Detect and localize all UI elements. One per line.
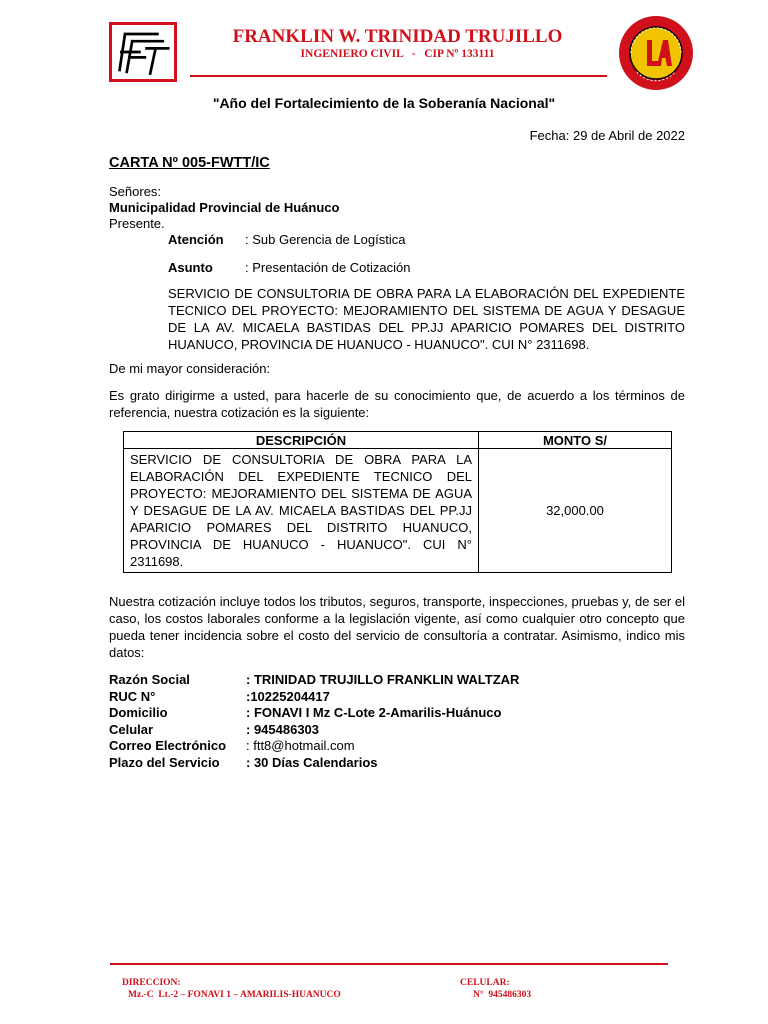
includes-paragraph: Nuestra cotización incluye todos los tributos, seguros, transporte, inspecciones, pruebas y, de ser el caso, los costos laborales conforme a la legislación vigente, así como cualquier otro concepto que pueda tener incidencia sobre el costo del servicio de consultoría a contratar. Asimismo, indico mis datos:: [109, 594, 685, 660]
footer-address-label: DIRECCION:: [122, 978, 181, 988]
intro-paragraph: Es grato dirigirme a usted, para hacerle de su conocimiento que, de acuerdo a los términos de referencia, nuestra cotización es la siguiente:: [109, 388, 685, 420]
header-divider: [190, 75, 607, 77]
letter-number: CARTA Nº 005-FWTT/IC: [109, 155, 270, 171]
subject-value: : Presentación de Cotización: [245, 260, 411, 275]
detail-label: Domicilio: [109, 705, 168, 721]
table-header-description: DESCRIPCIÓN: [124, 432, 479, 449]
motto: "Año del Fortalecimiento de la Soberanía Nacional": [212, 95, 556, 111]
letter-date: Fecha: 29 de Abril de 2022: [529, 128, 685, 143]
detail-value: : 945486303: [246, 721, 320, 737]
detail-row: [109, 672, 519, 689]
detail-value: : TRINIDAD TRUJILLO FRANKLIN WALTZAR: [246, 672, 520, 687]
subject-label: Asunto: [168, 260, 213, 275]
detail-label: Celular: [109, 721, 154, 737]
footer-phone-value: N° 945486303: [473, 990, 532, 1000]
table-cell-amount: 32,000.00: [479, 449, 672, 573]
detail-row: [109, 755, 519, 772]
table-row: [124, 449, 672, 573]
salutation: Señores:: [109, 184, 162, 199]
detail-value: : FONAVI I Mz C-Lote 2-Amarilis-Huánuco: [246, 705, 502, 721]
quote-table: [123, 431, 672, 573]
detail-label: RUC N°: [109, 688, 156, 704]
detail-label: Plazo del Servicio: [109, 754, 220, 770]
detail-row: [109, 738, 519, 755]
detail-value-email: : ftt8@hotmail.com: [246, 738, 355, 754]
detail-row: [109, 705, 519, 722]
colegio-de-ingenieros-seal-icon: [617, 14, 695, 92]
fwtt-monogram-logo-icon: [109, 22, 177, 82]
contractor-details: [109, 672, 519, 772]
service-description: SERVICIO DE CONSULTORIA DE OBRA PARA LA ELABORACIÓN DEL EXPEDIENTE TECNICO DEL PROYECTO: MEJORAMIENTO DEL SISTEMA DE AGUA Y DESAGUE DE LA AV. MICAELA BASTIDAS DEL PP.JJ APARICIO POMARES DEL DISTRITO HUANUCO, PROVINCIA DE HUANUCO - HUANUCO". CUI N° 2311698.: [168, 286, 685, 352]
attention-value: : Sub Gerencia de Logística: [245, 232, 406, 247]
detail-value: : 30 Días Calendarios: [246, 754, 378, 770]
footer-phone-label: CELULAR:: [460, 978, 510, 988]
detail-label: Razón Social: [109, 672, 190, 687]
greeting: De mi mayor consideración:: [109, 361, 271, 376]
engineer-name: FRANKLIN W. TRINIDAD TRUJILLO: [232, 26, 563, 47]
table-header-amount: MONTO S/: [479, 432, 672, 449]
detail-row: [109, 722, 519, 739]
attention-label: Atención: [168, 232, 224, 247]
detail-value: :10225204417: [246, 688, 330, 704]
recipient-organization: Municipalidad Provincial de Huánuco: [109, 200, 340, 215]
footer-address-value: Mz.-C Lt.-2 – FONAVI 1 – AMARILIS-HUANUCO: [128, 990, 341, 1000]
detail-row: [109, 689, 519, 706]
engineer-subtitle: INGENIERO CIVIL - CIP Nº 133111: [300, 48, 495, 60]
table-cell-description: SERVICIO DE CONSULTORIA DE OBRA PARA LA ELABORACIÓN DEL EXPEDIENTE TECNICO DEL PROYECTO: MEJORAMIENTO DEL SISTEMA DE AGUA Y DESAGUE DE LA AV. MICAELA BASTIDAS DEL PP.JJ APARICIO POMARES DEL DISTRITO HUANUCO, PROVINCIA DE HUANUCO - HUANUCO". CUI N° 2311698.: [124, 449, 479, 573]
footer-divider: [110, 963, 668, 965]
detail-label: Correo Electrónico: [109, 738, 227, 754]
fwtt-monogram-icon: [112, 25, 174, 79]
presente: Presente.: [109, 216, 165, 231]
